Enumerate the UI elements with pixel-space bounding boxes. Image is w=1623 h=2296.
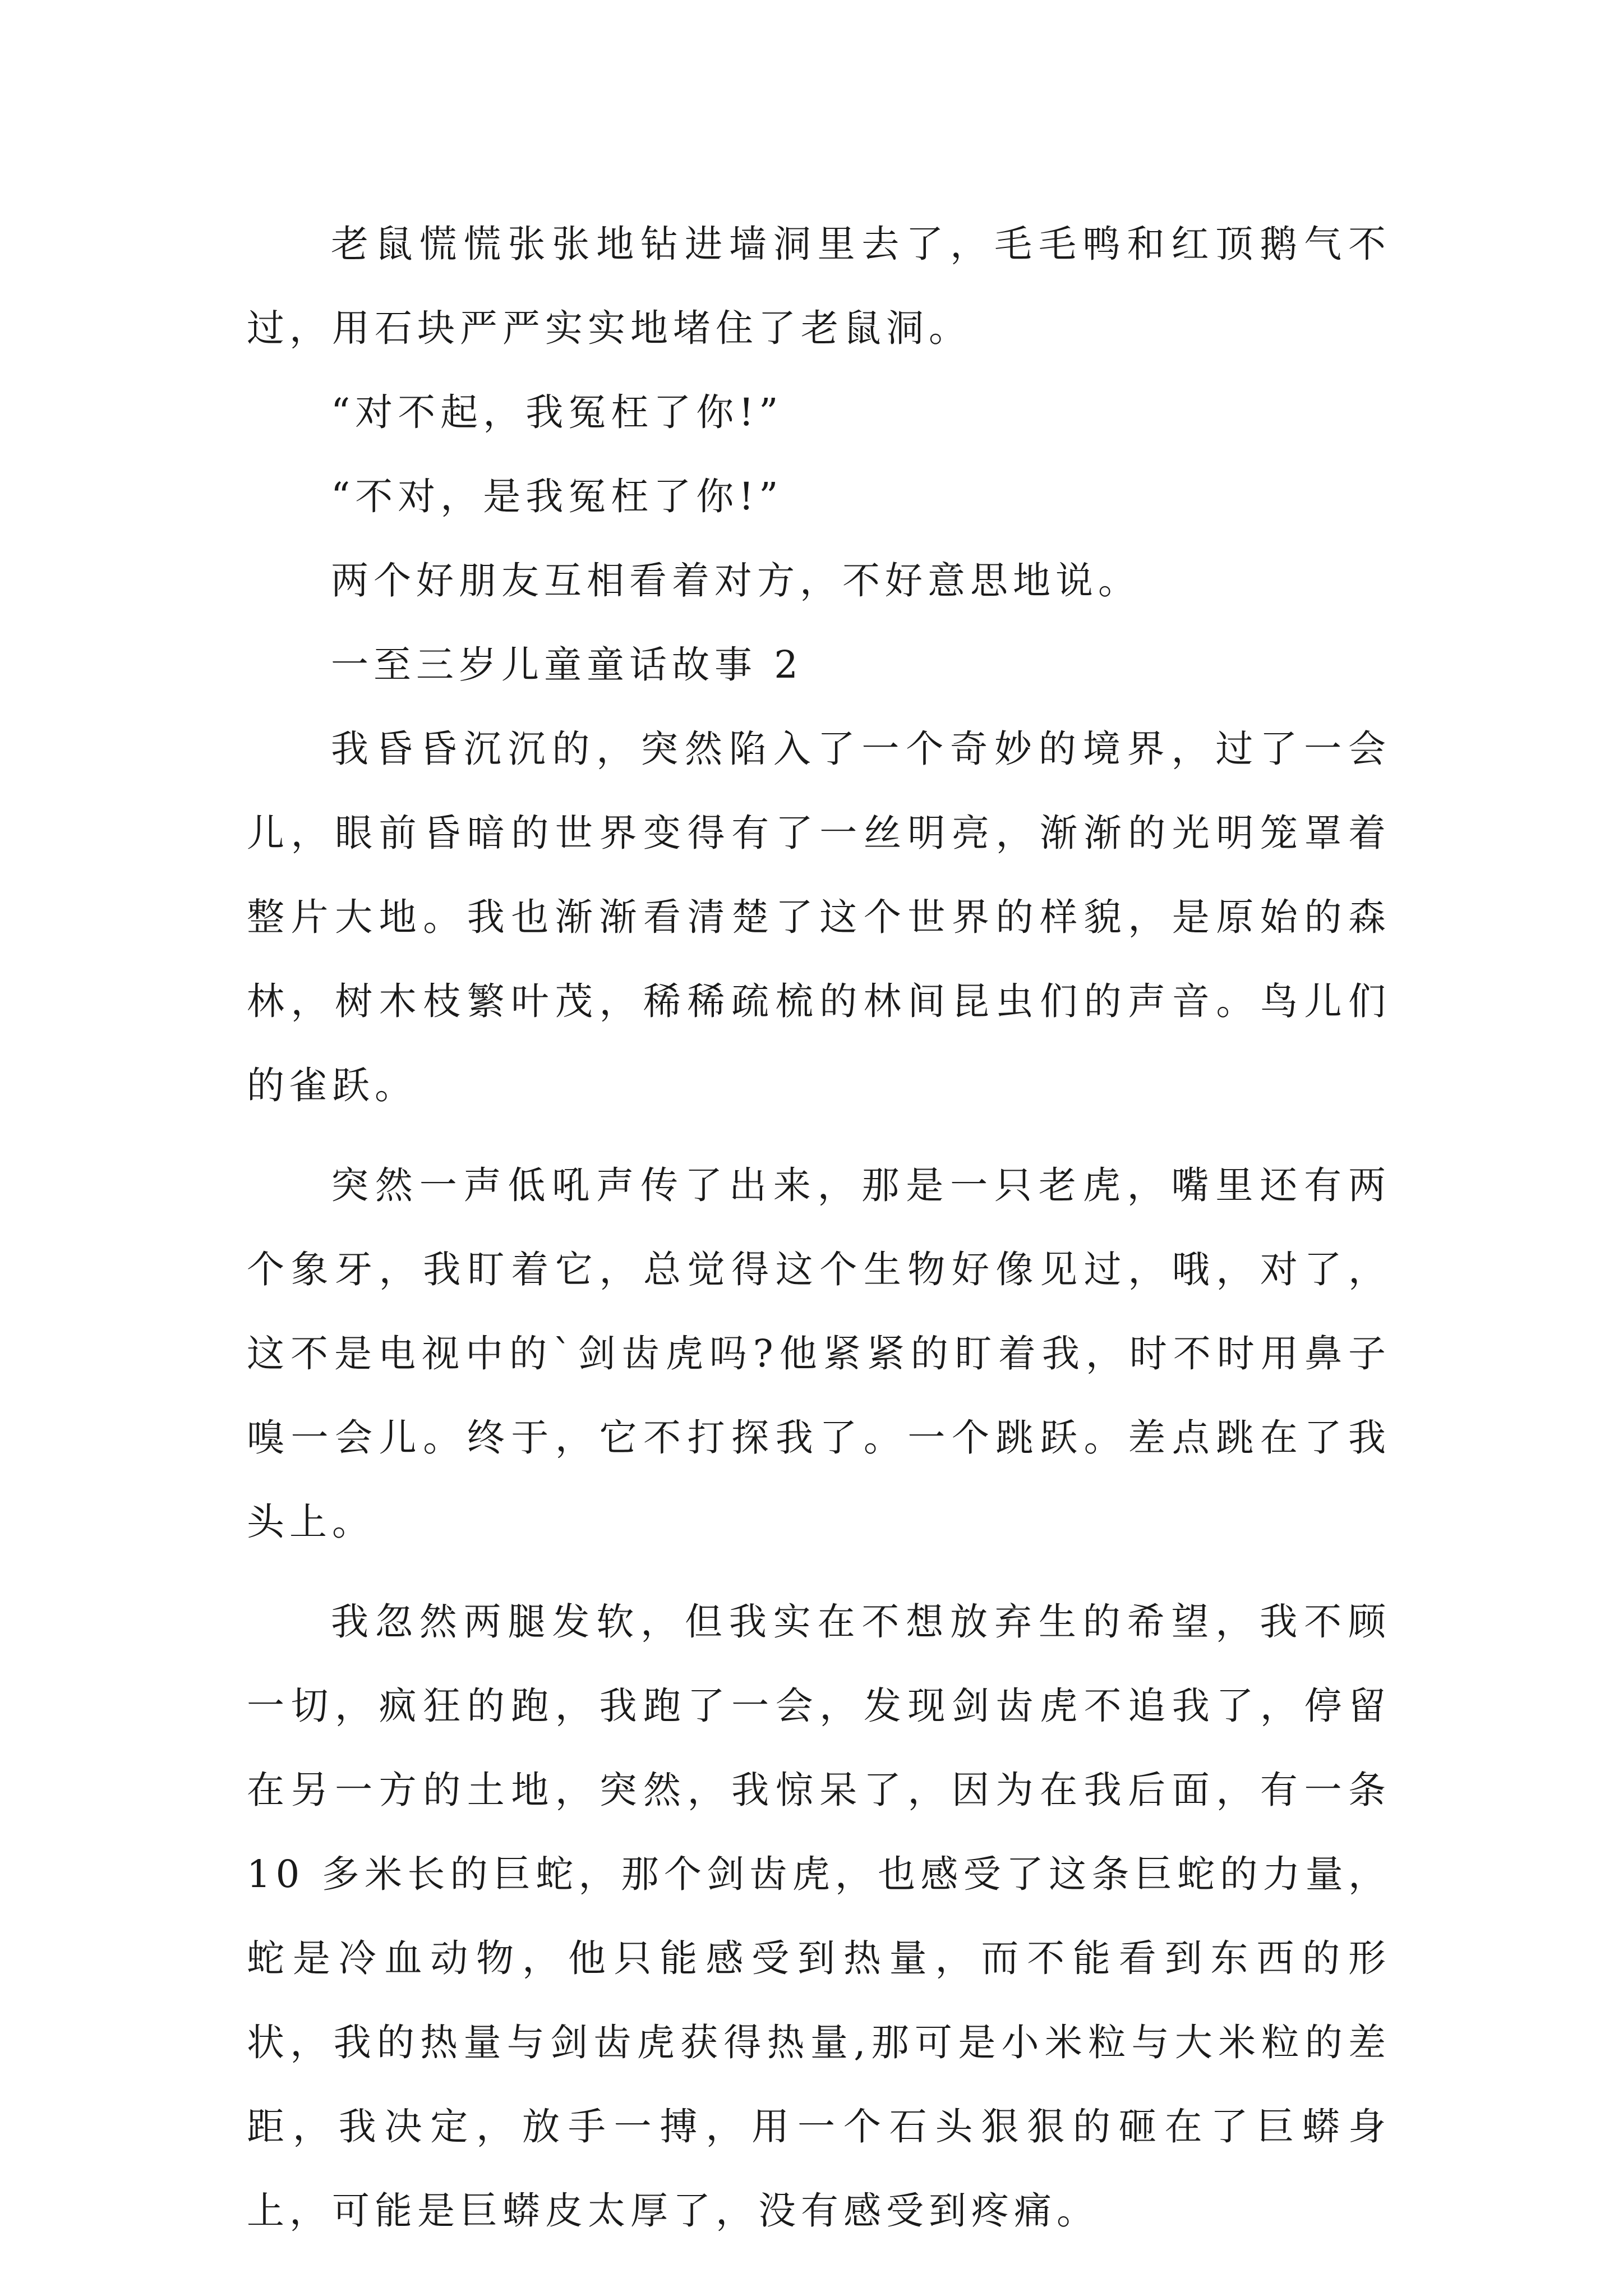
- story-heading: 一至三岁儿童童话故事 2: [331, 643, 803, 687]
- paragraph-forest: 我昏昏沉沉的，突然陷入了一个奇妙的境界，过了一会儿，眼前昏暗的世界变得有了一丝明亮，渐渐的光明笼罩着整片大地。我也渐渐看清楚了这个世界的样貌，是原始的森林，树木枝繁叶茂，稀稀疏梳的林间昆虫们的声音。鸟儿们的雀跃。: [247, 727, 1391, 1107]
- paragraph-friends: 两个好朋友互相看着对方，不好意思地说。: [331, 559, 1141, 602]
- paragraph-mouse-hole: 老鼠慌慌张张地钻进墙洞里去了，毛毛鸭和红顶鹅气不过，用石块严严实实地堵住了老鼠洞。: [247, 222, 1391, 350]
- document-body: [247, 202, 1391, 2253]
- paragraph-python: 我忽然两腿发软，但我实在不想放弃生的希望，我不顾一切，疯狂的跑，我跑了一会，发现剑齿虎不追我了，停留在另一方的土地，突然，我惊呆了，因为在我后面，有一条 10 多米长的巨蛇，那个剑齿虎，也感受了这条巨蛇的力量，蛇是冷血动物，他只能感受到热量，而不能看到东西的形状，我的热量与剑齿虎获得热量,那可是小米粒与大米粒的差距，我决定，放手一搏，用一个石头狠狠的砸在了巨蟒身上，可能是巨蟒皮太厚了，没有感受到疼痛。: [247, 1600, 1391, 2233]
- paragraph-sabertooth: 突然一声低吼声传了出来，那是一只老虎，嘴里还有两个象牙，我盯着它，总觉得这个生物好像见过，哦，对了，这不是电视中的`剑齿虎吗?他紧紧的盯着我，时不时用鼻子嗅一会儿。终于，它不打探我了。一个跳跃。差点跳在了我头上。: [247, 1163, 1391, 1544]
- paragraph-apology-2: “不对，是我冤枉了你!”: [331, 475, 783, 518]
- paragraph-apology-1: “对不起，我冤枉了你!”: [331, 390, 783, 434]
